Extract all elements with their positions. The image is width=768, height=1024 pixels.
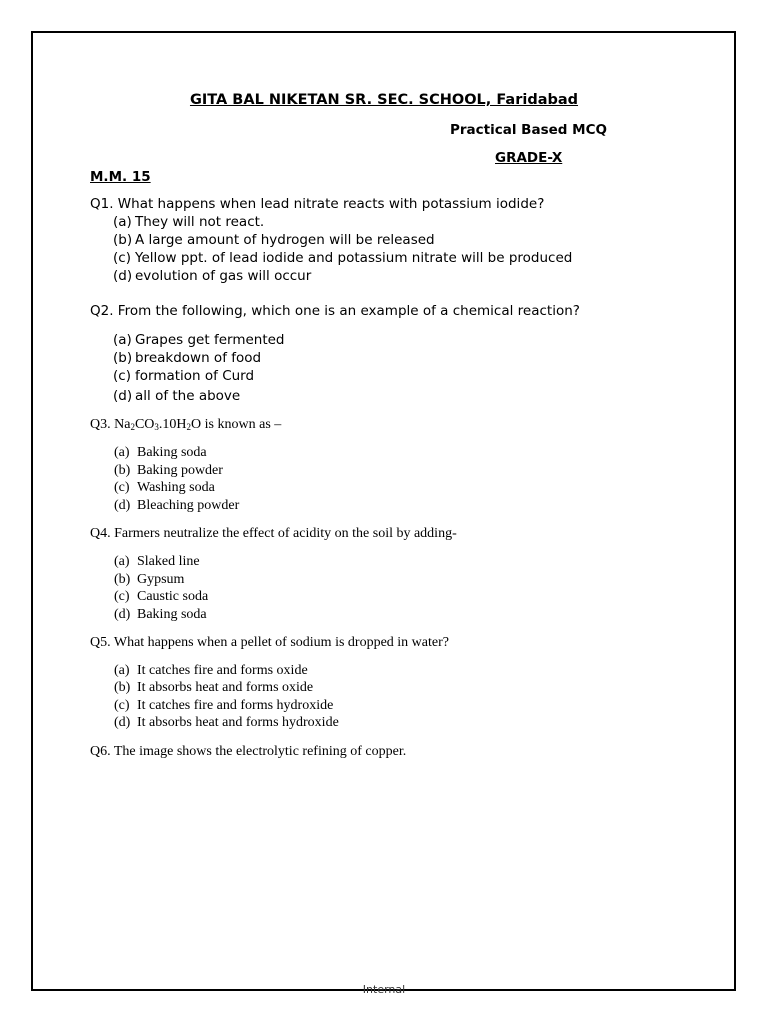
q4-option-c: [114, 589, 208, 605]
q1-option-c: [113, 250, 572, 266]
q3-option-a: [114, 445, 207, 461]
q2-option-a: [113, 332, 285, 348]
option-text: It catches fire and forms hydroxide: [137, 698, 334, 713]
option-text: It catches fire and forms oxide: [137, 663, 308, 678]
question-6: Q6. The image shows the electrolytic refining of copper.: [90, 744, 407, 759]
option-text: all of the above: [135, 388, 241, 404]
formula-subscript: 2: [186, 422, 192, 432]
question-5: Q5. What happens when a pellet of sodium is dropped in water?: [90, 635, 449, 650]
q2-option-c: [113, 368, 254, 384]
question-1: Q1. What happens when lead nitrate reacts with potassium iodide?: [90, 196, 545, 212]
option-text: Baking soda: [137, 607, 207, 622]
option-label: (b): [113, 350, 133, 366]
q4-option-d: [114, 607, 207, 623]
option-text: Gypsum: [137, 572, 185, 587]
option-label: (b): [113, 232, 133, 248]
q1-option-b: [113, 232, 435, 248]
formula-subscript: 2: [130, 422, 135, 432]
option-text: It absorbs heat and forms hydroxide: [137, 715, 339, 730]
option-text: breakdown of food: [135, 350, 262, 366]
q5-option-c: [114, 698, 333, 714]
q4-option-b: [114, 572, 184, 588]
school-title: GITA BAL NIKETAN SR. SEC. SCHOOL, Faridabad: [189, 92, 579, 108]
q4-option-a: [114, 554, 200, 570]
question-2: Q2. From the following, which one is an example of a chemical reaction?: [90, 303, 580, 319]
q3-prefix: Q3.: [90, 417, 115, 432]
q5-option-b: [114, 680, 313, 696]
option-label: (a): [114, 445, 130, 460]
option-label: (b): [114, 463, 131, 478]
formula-part: Na: [114, 417, 131, 432]
option-label: (d): [113, 388, 133, 404]
option-label: (a): [114, 663, 130, 678]
option-text: Baking powder: [137, 463, 223, 478]
formula-subscript: 3: [154, 422, 159, 432]
q2-option-d: [113, 388, 240, 404]
option-label: (d): [114, 607, 131, 622]
option-text: formation of Curd: [135, 368, 255, 384]
option-text: Grapes get fermented: [135, 332, 285, 348]
q5-option-a: [114, 663, 308, 679]
grade-label: GRADE-X: [495, 150, 563, 166]
option-label: (d): [113, 268, 133, 284]
option-label: (c): [113, 250, 131, 266]
q1-option-a: [113, 214, 264, 230]
option-text: They will not react.: [135, 214, 265, 230]
option-text: Caustic soda: [137, 589, 209, 604]
max-marks: M.M. 15: [90, 169, 151, 185]
option-label: (a): [114, 554, 130, 569]
question-4: Q4. Farmers neutralize the effect of acidity on the soil by adding-: [90, 526, 457, 541]
q3-suffix: is known as –: [201, 417, 282, 432]
q3-option-c: [114, 480, 215, 496]
worksheet-subtitle: Practical Based MCQ: [450, 122, 607, 138]
option-text: Washing soda: [137, 480, 215, 495]
option-label: (c): [113, 368, 131, 384]
q3-option-b: [114, 463, 223, 479]
footer-classification: Internal: [362, 983, 406, 996]
option-label: (c): [114, 698, 130, 713]
option-label: (c): [114, 589, 130, 604]
option-label: (c): [114, 480, 130, 495]
option-text: Slaked line: [137, 554, 200, 569]
formula-part: .10H: [158, 417, 187, 432]
option-text: A large amount of hydrogen will be released: [135, 232, 435, 248]
formula-part: CO: [134, 417, 155, 432]
option-label: (d): [114, 498, 131, 513]
option-label: (d): [114, 715, 131, 730]
option-text: Yellow ppt. of lead iodide and potassium nitrate will be produced: [135, 250, 573, 266]
option-text: It absorbs heat and forms oxide: [137, 680, 314, 695]
option-label: (b): [114, 680, 131, 695]
option-label: (b): [114, 572, 131, 587]
q3-option-d: [114, 498, 239, 514]
question-3: [90, 417, 281, 433]
option-text: Baking soda: [137, 445, 207, 460]
option-text: Bleaching powder: [137, 498, 240, 513]
option-label: (a): [113, 332, 132, 348]
q1-option-d: [113, 268, 311, 284]
option-label: (a): [113, 214, 132, 230]
q2-option-b: [113, 350, 261, 366]
q5-option-d: [114, 715, 339, 731]
formula-part: O: [191, 417, 202, 432]
option-text: evolution of gas will occur: [135, 268, 312, 284]
